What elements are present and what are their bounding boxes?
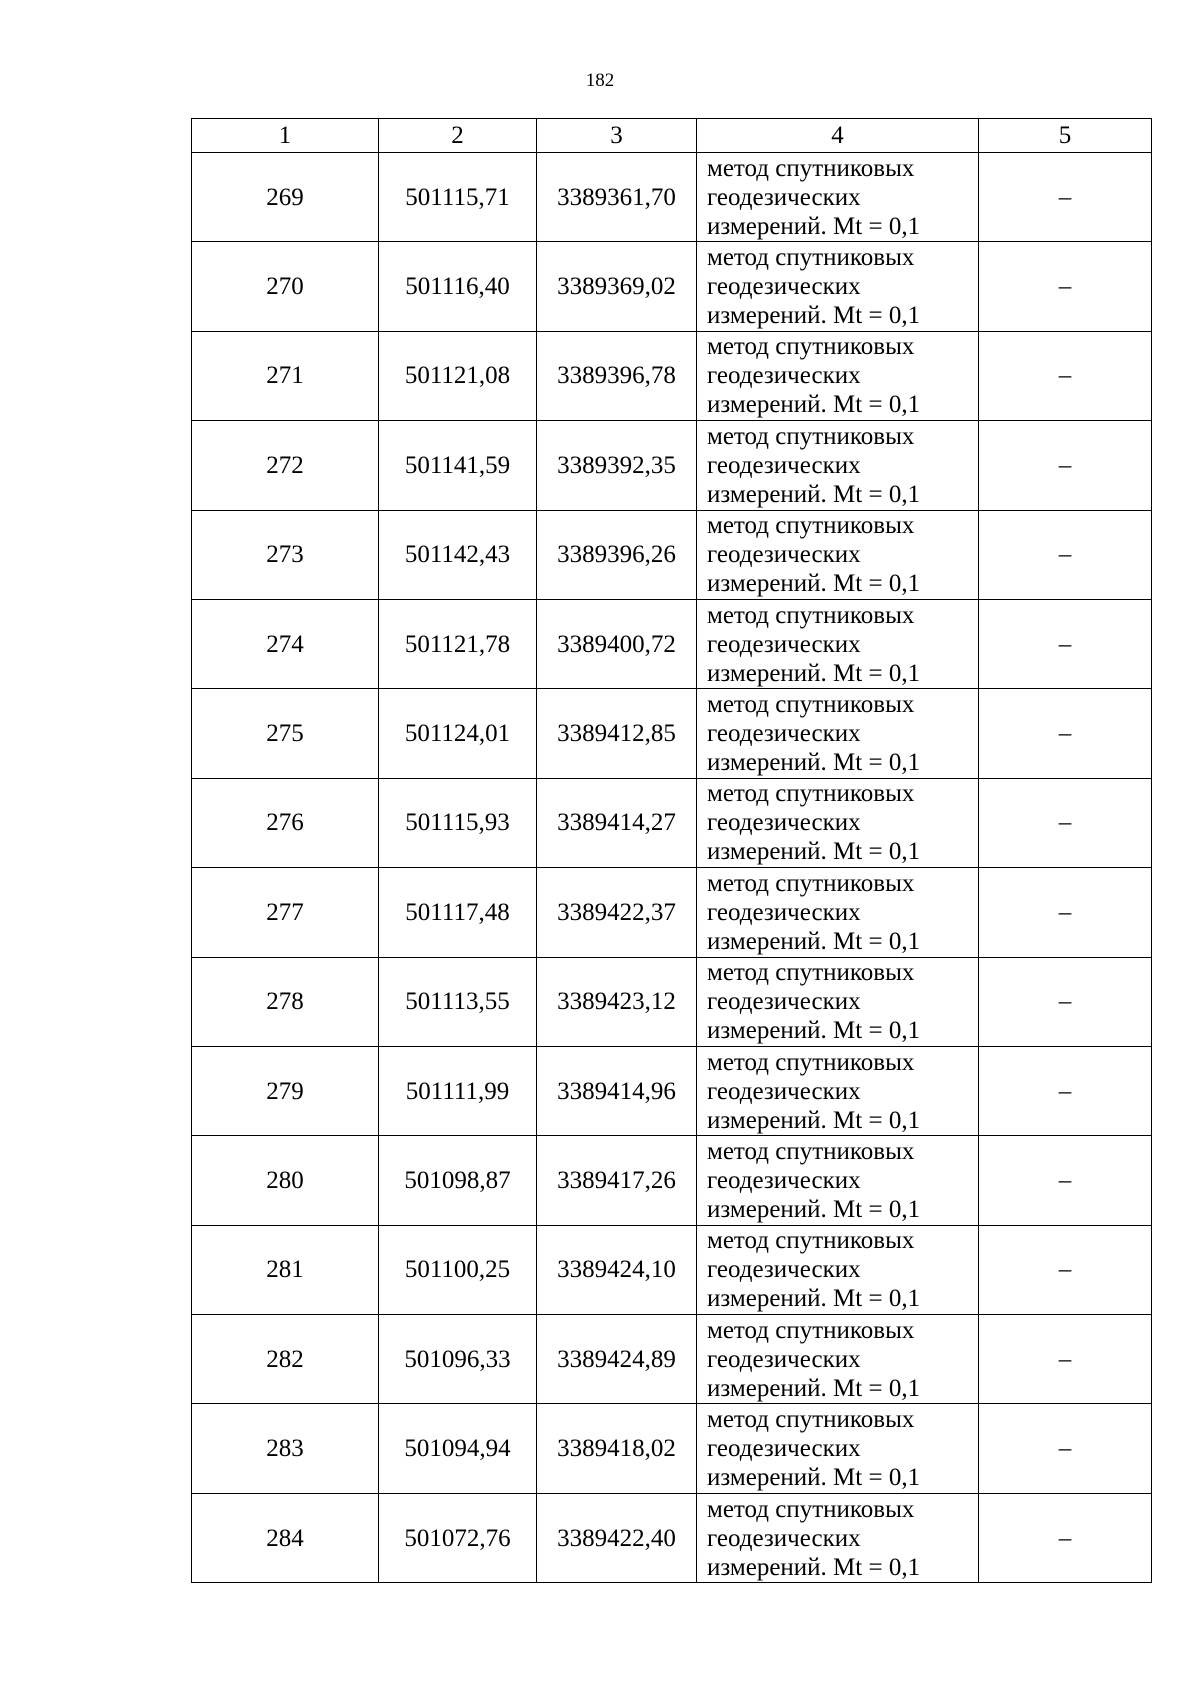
method-line: измерений. Mt = 0,1 <box>707 838 921 866</box>
x-coordinate-cell: 501113,55 <box>379 957 537 1046</box>
y-coordinate-cell: 3389361,70 <box>537 153 697 242</box>
method-line: геодезических <box>707 809 861 837</box>
note-cell: – <box>979 1225 1152 1314</box>
y-coordinate-cell: 3389422,40 <box>537 1493 697 1582</box>
method-line: измерений. Mt = 0,1 <box>707 1285 921 1313</box>
x-coordinate-cell: 501072,76 <box>379 1493 537 1582</box>
point-number-cell: 278 <box>192 957 379 1046</box>
method-line: измерений. Mt = 0,1 <box>707 1017 921 1045</box>
y-coordinate-cell: 3389369,02 <box>537 242 697 331</box>
page-number: 182 <box>585 70 615 91</box>
method-line: измерений. Mt = 0,1 <box>707 1553 921 1581</box>
table-row <box>192 1225 1152 1314</box>
y-coordinate-cell: 3389414,27 <box>537 778 697 867</box>
note-cell: – <box>979 599 1152 688</box>
x-coordinate-cell: 501115,71 <box>379 153 537 242</box>
x-coordinate-cell: 501124,01 <box>379 689 537 778</box>
note-cell: – <box>979 1046 1152 1135</box>
method-cell <box>697 1493 979 1582</box>
method-line: измерений. Mt = 0,1 <box>707 927 921 955</box>
method-line: измерений. Mt = 0,1 <box>707 1195 921 1223</box>
method-cell <box>697 331 979 420</box>
table-row <box>192 1315 1152 1404</box>
note-cell: – <box>979 510 1152 599</box>
x-coordinate-cell: 501117,48 <box>379 868 537 957</box>
method-line: геодезических <box>707 1166 861 1194</box>
table-row <box>192 421 1152 510</box>
note-cell: – <box>979 1404 1152 1493</box>
note-cell: – <box>979 689 1152 778</box>
method-line: геодезических <box>707 1345 861 1373</box>
point-number-cell: 277 <box>192 868 379 957</box>
method-line: метод спутниковых <box>707 1227 915 1255</box>
y-coordinate-cell: 3389417,26 <box>537 1136 697 1225</box>
table-row <box>192 1404 1152 1493</box>
method-line: метод спутниковых <box>707 601 915 629</box>
point-number-cell: 273 <box>192 510 379 599</box>
method-line: геодезических <box>707 362 861 390</box>
method-cell <box>697 1404 979 1493</box>
method-line: измерений. Mt = 0,1 <box>707 391 921 419</box>
method-line: измерений. Mt = 0,1 <box>707 570 921 598</box>
note-cell: – <box>979 1315 1152 1404</box>
header-row <box>192 119 1152 153</box>
method-cell <box>697 868 979 957</box>
y-coordinate-cell: 3389423,12 <box>537 957 697 1046</box>
table-row <box>192 1046 1152 1135</box>
method-line: метод спутниковых <box>707 1137 915 1165</box>
method-line: геодезических <box>707 541 861 569</box>
x-coordinate-cell: 501100,25 <box>379 1225 537 1314</box>
x-coordinate-cell: 501111,99 <box>379 1046 537 1135</box>
method-line: измерений. Mt = 0,1 <box>707 1464 921 1492</box>
method-line: измерений. Mt = 0,1 <box>707 659 921 687</box>
method-line: измерений. Mt = 0,1 <box>707 480 921 508</box>
y-coordinate-cell: 3389396,78 <box>537 331 697 420</box>
y-coordinate-cell: 3389412,85 <box>537 689 697 778</box>
note-cell: – <box>979 1136 1152 1225</box>
method-line: метод спутниковых <box>707 154 915 182</box>
x-coordinate-cell: 501094,94 <box>379 1404 537 1493</box>
table-row <box>192 957 1152 1046</box>
x-coordinate-cell: 501142,43 <box>379 510 537 599</box>
method-line: измерений. Mt = 0,1 <box>707 1106 921 1134</box>
method-cell <box>697 153 979 242</box>
table-row <box>192 510 1152 599</box>
method-line: метод спутниковых <box>707 869 915 897</box>
note-cell: – <box>979 421 1152 510</box>
method-cell <box>697 421 979 510</box>
method-line: метод спутниковых <box>707 1048 915 1076</box>
point-number-cell: 280 <box>192 1136 379 1225</box>
method-line: геодезических <box>707 1435 861 1463</box>
point-number-cell: 271 <box>192 331 379 420</box>
x-coordinate-cell: 501115,93 <box>379 778 537 867</box>
point-number-cell: 276 <box>192 778 379 867</box>
method-cell <box>697 242 979 331</box>
point-number-cell: 270 <box>192 242 379 331</box>
method-line: метод спутниковых <box>707 244 915 272</box>
note-cell: – <box>979 153 1152 242</box>
method-line: измерений. Mt = 0,1 <box>707 302 921 330</box>
method-line: геодезических <box>707 183 861 211</box>
table-body <box>192 153 1152 1583</box>
method-line: геодезических <box>707 898 861 926</box>
x-coordinate-cell: 501121,78 <box>379 599 537 688</box>
note-cell: – <box>979 331 1152 420</box>
table-row <box>192 153 1152 242</box>
y-coordinate-cell: 3389422,37 <box>537 868 697 957</box>
x-coordinate-cell: 501098,87 <box>379 1136 537 1225</box>
y-coordinate-cell: 3389400,72 <box>537 599 697 688</box>
x-coordinate-cell: 501121,08 <box>379 331 537 420</box>
method-line: геодезических <box>707 720 861 748</box>
method-cell <box>697 778 979 867</box>
method-cell <box>697 1136 979 1225</box>
table-row <box>192 242 1152 331</box>
y-coordinate-cell: 3389424,10 <box>537 1225 697 1314</box>
y-coordinate-cell: 3389396,26 <box>537 510 697 599</box>
table-header <box>192 119 1152 153</box>
x-coordinate-cell: 501141,59 <box>379 421 537 510</box>
method-line: измерений. Mt = 0,1 <box>707 749 921 777</box>
point-number-cell: 281 <box>192 1225 379 1314</box>
header-col-5: 5 <box>979 119 1152 153</box>
method-line: геодезических <box>707 1077 861 1105</box>
y-coordinate-cell: 3389392,35 <box>537 421 697 510</box>
method-line: метод спутниковых <box>707 691 915 719</box>
table-row <box>192 1136 1152 1225</box>
coordinates-table <box>191 118 1152 1583</box>
point-number-cell: 274 <box>192 599 379 688</box>
method-line: геодезических <box>707 1524 861 1552</box>
table-row <box>192 868 1152 957</box>
method-cell <box>697 957 979 1046</box>
method-cell <box>697 1315 979 1404</box>
method-line: метод спутниковых <box>707 512 915 540</box>
y-coordinate-cell: 3389414,96 <box>537 1046 697 1135</box>
table-row <box>192 331 1152 420</box>
header-col-3: 3 <box>537 119 697 153</box>
method-line: геодезических <box>707 1256 861 1284</box>
x-coordinate-cell: 501096,33 <box>379 1315 537 1404</box>
table-row <box>192 1493 1152 1582</box>
header-col-2: 2 <box>379 119 537 153</box>
method-line: геодезических <box>707 630 861 658</box>
note-cell: – <box>979 868 1152 957</box>
method-line: геодезических <box>707 988 861 1016</box>
point-number-cell: 269 <box>192 153 379 242</box>
method-line: метод спутниковых <box>707 422 915 450</box>
method-line: геодезических <box>707 451 861 479</box>
method-cell <box>697 510 979 599</box>
header-col-4: 4 <box>697 119 979 153</box>
method-cell <box>697 599 979 688</box>
method-line: метод спутниковых <box>707 1406 915 1434</box>
point-number-cell: 272 <box>192 421 379 510</box>
method-cell <box>697 1046 979 1135</box>
table-row <box>192 689 1152 778</box>
method-line: метод спутниковых <box>707 1316 915 1344</box>
method-line: метод спутниковых <box>707 1495 915 1523</box>
method-cell <box>697 689 979 778</box>
x-coordinate-cell: 501116,40 <box>379 242 537 331</box>
method-line: метод спутниковых <box>707 959 915 987</box>
note-cell: – <box>979 957 1152 1046</box>
point-number-cell: 279 <box>192 1046 379 1135</box>
point-number-cell: 283 <box>192 1404 379 1493</box>
table-row <box>192 778 1152 867</box>
method-line: измерений. Mt = 0,1 <box>707 212 921 240</box>
method-line: измерений. Mt = 0,1 <box>707 1374 921 1402</box>
method-cell <box>697 1225 979 1314</box>
method-line: метод спутниковых <box>707 333 915 361</box>
y-coordinate-cell: 3389418,02 <box>537 1404 697 1493</box>
note-cell: – <box>979 1493 1152 1582</box>
point-number-cell: 282 <box>192 1315 379 1404</box>
point-number-cell: 275 <box>192 689 379 778</box>
header-col-1: 1 <box>192 119 379 153</box>
note-cell: – <box>979 778 1152 867</box>
method-line: геодезических <box>707 273 861 301</box>
y-coordinate-cell: 3389424,89 <box>537 1315 697 1404</box>
method-line: метод спутниковых <box>707 780 915 808</box>
point-number-cell: 284 <box>192 1493 379 1582</box>
table-row <box>192 599 1152 688</box>
note-cell: – <box>979 242 1152 331</box>
